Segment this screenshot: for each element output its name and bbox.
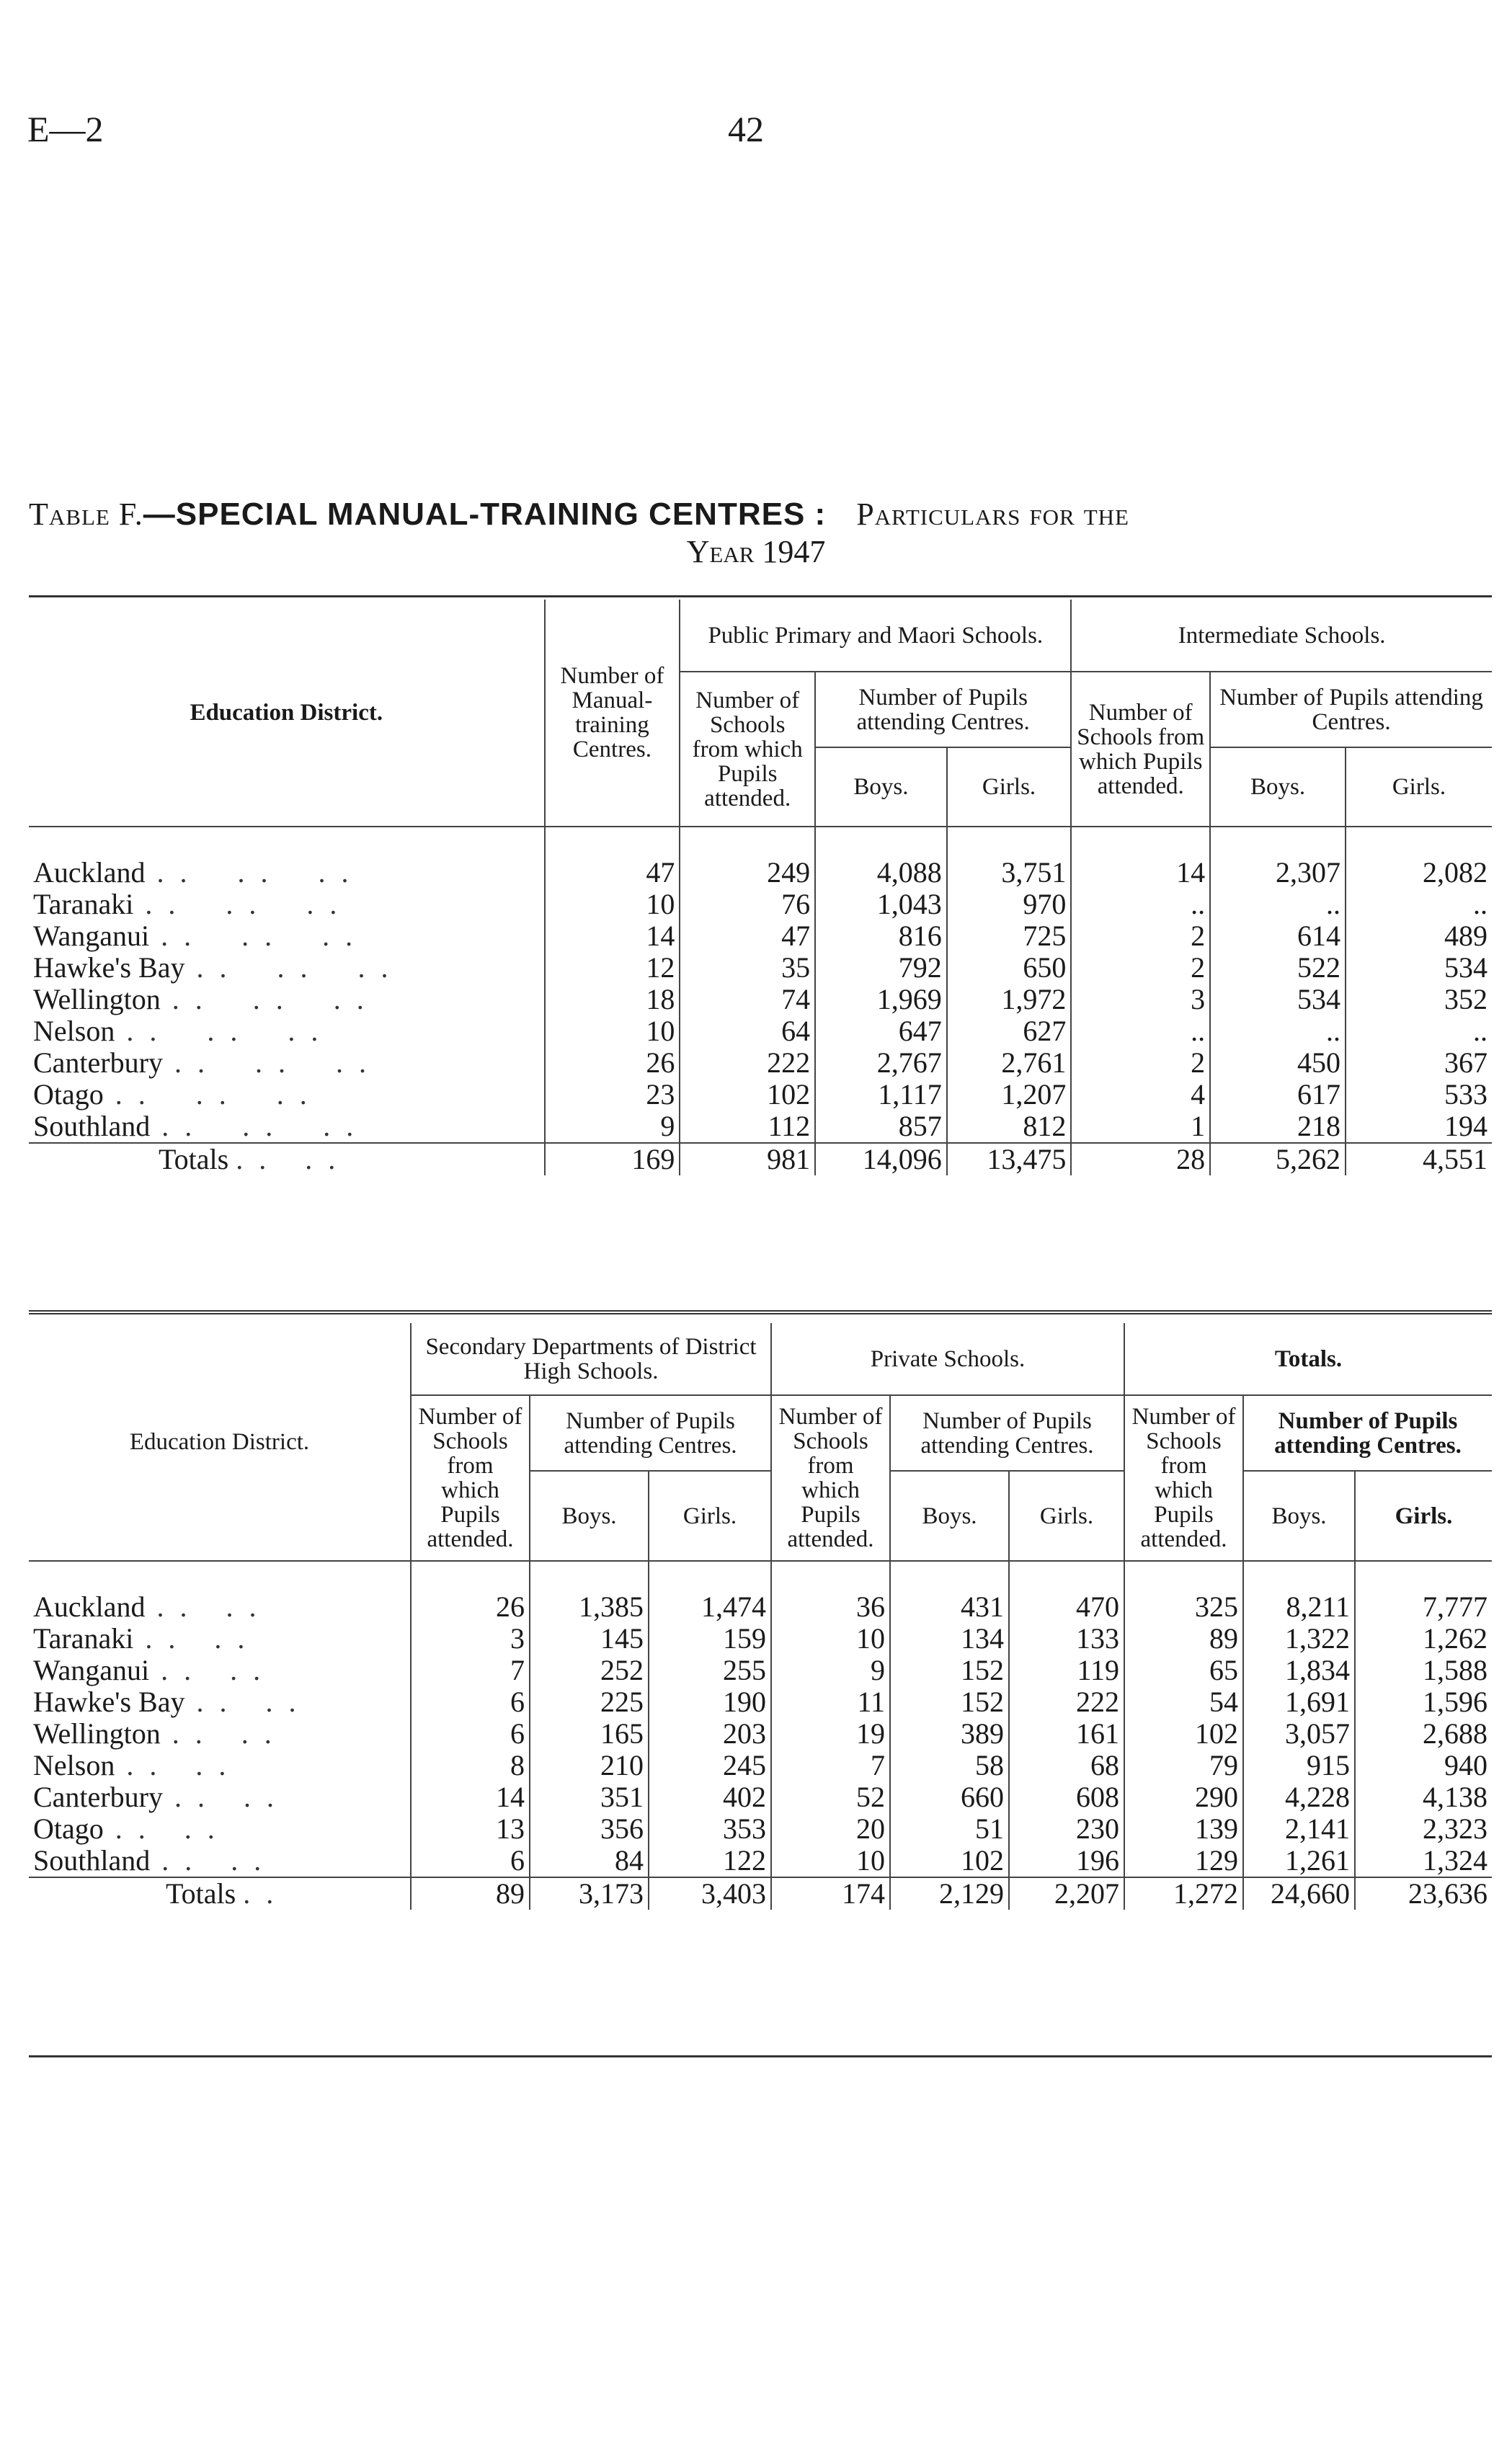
t1-h-inter-nschools: Number of Schools from which Pupils attended. xyxy=(1071,672,1210,827)
table-cell: 4,138 xyxy=(1423,1781,1488,1813)
table-cell: 47 xyxy=(680,920,815,952)
table-row xyxy=(29,952,1492,984)
table-cell: 13 xyxy=(411,1813,530,1845)
table-cell: .. xyxy=(1210,889,1346,920)
table-cell: 102 xyxy=(1124,1718,1243,1750)
table-row xyxy=(29,1813,1492,1845)
table-cell: 812 xyxy=(947,1111,1072,1143)
page-code: E—2 xyxy=(27,109,104,149)
table-cell: 159 xyxy=(649,1623,771,1655)
title-suffix: Particulars for the xyxy=(856,497,1129,532)
table-cell: 54 xyxy=(1124,1686,1243,1718)
district-name: Hawke's Bay . . . . . . xyxy=(29,952,545,984)
table-row xyxy=(29,1718,1492,1750)
table-cell: 210 xyxy=(530,1750,649,1781)
t1-total-cell: 14,096 xyxy=(815,1143,947,1175)
table-cell: 218 xyxy=(1210,1111,1346,1143)
t2-h-sec-nschools: Number of Schools from which Pupils attended. xyxy=(411,1395,530,1561)
title-year: Year 1947 xyxy=(686,534,826,569)
table-cell: .. xyxy=(1071,889,1210,920)
table-cell: 152 xyxy=(890,1686,1009,1718)
table-cell: 402 xyxy=(649,1781,771,1813)
table2-header xyxy=(29,1323,1492,1591)
district-name: Wanganui . . . . xyxy=(29,1655,411,1686)
table-cell: 84 xyxy=(530,1845,649,1877)
table-cell: 533 xyxy=(1444,1078,1487,1111)
table-cell: 4 xyxy=(1071,1079,1210,1111)
table-cell: 4,228 xyxy=(1243,1781,1355,1813)
district-name: Canterbury . . . . xyxy=(29,1781,411,1813)
table2-totals xyxy=(29,1877,1492,1910)
t2-h-sec-girls: Girls. xyxy=(649,1471,771,1561)
district-name: Wellington . . . . xyxy=(29,1718,411,1750)
t1-h-public: Public Primary and Maori Schools. xyxy=(680,600,1071,672)
t2-h-private: Private Schools. xyxy=(771,1323,1124,1395)
table-cell: 8,211 xyxy=(1243,1591,1355,1623)
t2-h-sec-npupils: Number of Pupils attending Centres. xyxy=(530,1395,771,1471)
t1-h-centres: Number of Manual-training Centres. xyxy=(545,600,680,827)
table-cell: 12 xyxy=(545,952,680,984)
table-cell: 2,307 xyxy=(1210,857,1346,889)
table-cell: 9 xyxy=(545,1111,680,1143)
table-cell: 1,262 xyxy=(1423,1622,1488,1655)
table-cell: 3 xyxy=(1071,984,1210,1015)
district-name: Taranaki . . . . . . xyxy=(29,889,545,920)
t1-h-public-npupils: Number of Pupils attending Centres. xyxy=(815,672,1071,747)
table-cell: 450 xyxy=(1210,1047,1346,1079)
page-number: 42 xyxy=(728,109,764,149)
table-cell: 145 xyxy=(530,1623,649,1655)
table-cell: 20 xyxy=(771,1813,890,1845)
table2 xyxy=(29,1323,1492,1910)
table-cell: 134 xyxy=(890,1623,1009,1655)
table-cell: 915 xyxy=(1243,1750,1355,1781)
table-cell: 26 xyxy=(411,1591,530,1623)
table-cell: 660 xyxy=(890,1781,1009,1813)
table-cell: 139 xyxy=(1124,1813,1243,1845)
table-cell: 74 xyxy=(680,984,815,1015)
table-cell: 650 xyxy=(947,952,1072,984)
table1-body xyxy=(29,857,1492,1143)
table-cell: 2,323 xyxy=(1423,1812,1488,1845)
table-cell: 2,082 xyxy=(1423,856,1487,889)
table-cell: 6 xyxy=(411,1686,530,1718)
t1-total-cell: 4,551 xyxy=(1423,1143,1487,1175)
table-cell: 129 xyxy=(1124,1845,1243,1877)
table-cell: 68 xyxy=(1009,1750,1124,1781)
table-cell: 165 xyxy=(530,1718,649,1750)
table-cell: 161 xyxy=(1009,1718,1124,1750)
table-cell: 353 xyxy=(649,1813,771,1845)
district-name: Canterbury . . . . . . xyxy=(29,1047,545,1079)
table1 xyxy=(29,600,1492,1175)
t2-h-secondary: Secondary Departments of District High Schools. xyxy=(411,1323,771,1395)
t2-h-district: Education District. xyxy=(29,1323,411,1561)
table-cell: 2 xyxy=(1071,920,1210,952)
table-cell: 2,688 xyxy=(1423,1717,1488,1750)
table-cell: 7,777 xyxy=(1423,1590,1488,1623)
table-cell: 52 xyxy=(771,1781,890,1813)
table-cell: 196 xyxy=(1009,1845,1124,1877)
table-cell: 1,207 xyxy=(947,1079,1072,1111)
t1-h-inter-npupils: Number of Pupils attending Centres. xyxy=(1210,672,1492,747)
t1-total-cell: 28 xyxy=(1071,1143,1210,1175)
table-cell: 7 xyxy=(771,1750,890,1781)
table-cell: 36 xyxy=(771,1591,890,1623)
t2-h-priv-boys: Boys. xyxy=(890,1471,1009,1561)
table-cell: 2,761 xyxy=(947,1047,1072,1079)
table-cell: 8 xyxy=(411,1750,530,1781)
table-cell: 725 xyxy=(947,920,1072,952)
table-cell: 255 xyxy=(649,1655,771,1686)
t2-total-cell: 3,173 xyxy=(530,1877,649,1910)
table-cell: .. xyxy=(1473,1015,1487,1047)
t2-total-cell: 89 xyxy=(411,1877,530,1910)
table-cell: 470 xyxy=(1009,1591,1124,1623)
table-cell: 249 xyxy=(680,857,815,889)
table-cell: 10 xyxy=(545,1015,680,1047)
table-cell: 190 xyxy=(649,1686,771,1718)
table-cell: .. xyxy=(1473,888,1487,920)
table-cell: 1,385 xyxy=(530,1591,649,1623)
table-cell: 7 xyxy=(411,1655,530,1686)
table-cell: 9 xyxy=(771,1655,890,1686)
table-cell: 325 xyxy=(1124,1591,1243,1623)
table-cell: 617 xyxy=(1210,1079,1346,1111)
district-name: Otago . . . . . . xyxy=(29,1079,545,1111)
table-cell: 65 xyxy=(1124,1655,1243,1686)
table-row xyxy=(29,1781,1492,1813)
table-cell: 23 xyxy=(545,1079,680,1111)
t1-total-cell: 169 xyxy=(545,1143,680,1175)
table-cell: 290 xyxy=(1124,1781,1243,1813)
table-cell: 102 xyxy=(890,1845,1009,1877)
table-cell: 647 xyxy=(815,1015,947,1047)
table1-header xyxy=(29,600,1492,857)
table-row xyxy=(29,1686,1492,1718)
table-cell: 857 xyxy=(815,1111,947,1143)
table-cell: 1,324 xyxy=(1423,1844,1488,1877)
table-cell: 3,751 xyxy=(947,857,1072,889)
table-cell: 792 xyxy=(815,952,947,984)
table-cell: 252 xyxy=(530,1655,649,1686)
table-cell: 225 xyxy=(530,1686,649,1718)
table-row xyxy=(29,920,1492,952)
table-cell: 79 xyxy=(1124,1750,1243,1781)
t1-totals-label: Totals . . . . xyxy=(29,1143,545,1175)
table-cell: 47 xyxy=(545,857,680,889)
table-cell: 627 xyxy=(947,1015,1072,1047)
table-cell: 389 xyxy=(890,1718,1009,1750)
table2-body xyxy=(29,1591,1492,1877)
table-cell: 112 xyxy=(680,1111,815,1143)
table-cell: 89 xyxy=(1124,1623,1243,1655)
t2-total-cell: 23,636 xyxy=(1408,1877,1488,1910)
table-cell: 534 xyxy=(1210,984,1346,1015)
table-cell: 1,322 xyxy=(1243,1623,1355,1655)
t2-h-priv-npupils: Number of Pupils attending Centres. xyxy=(890,1395,1124,1471)
district-name: Southland . . . . . . xyxy=(29,1111,545,1143)
table-cell: .. xyxy=(1210,1015,1346,1047)
t1-h-inter-girls: Girls. xyxy=(1346,747,1492,827)
table-cell: 367 xyxy=(1444,1046,1487,1079)
table-row xyxy=(29,857,1492,889)
t1-h-public-boys: Boys. xyxy=(815,747,947,827)
table-row xyxy=(29,1015,1492,1047)
t2-h-totals: Totals. xyxy=(1124,1323,1492,1395)
table-cell: 76 xyxy=(680,889,815,920)
t2-h-priv-girls: Girls. xyxy=(1009,1471,1124,1561)
table-cell: 194 xyxy=(1444,1110,1487,1142)
table-cell: 1,043 xyxy=(815,889,947,920)
table-cell: 1,596 xyxy=(1423,1686,1488,1718)
district-name: Otago . . . . xyxy=(29,1813,411,1845)
t1-total-cell: 5,262 xyxy=(1210,1143,1346,1175)
t2-h-tot-npupils: Number of Pupils attending Centres. xyxy=(1243,1395,1492,1471)
table-cell: 102 xyxy=(680,1079,815,1111)
table-cell: 1,834 xyxy=(1243,1655,1355,1686)
table-cell: 2 xyxy=(1071,952,1210,984)
table-row xyxy=(29,1750,1492,1781)
table-cell: 1,261 xyxy=(1243,1845,1355,1877)
t2-total-cell: 1,272 xyxy=(1124,1877,1243,1910)
table-cell: 14 xyxy=(545,920,680,952)
t1-h-inter-boys: Boys. xyxy=(1210,747,1346,827)
table2-bottom-rule xyxy=(29,2055,1492,2057)
t1-h-district: Education District. xyxy=(29,600,545,827)
title-dash: — xyxy=(143,497,176,532)
table-row xyxy=(29,1079,1492,1111)
table1-totals xyxy=(29,1143,1492,1175)
table-cell: 1,588 xyxy=(1423,1654,1488,1686)
table-cell: 1,117 xyxy=(815,1079,947,1111)
table-cell: 6 xyxy=(411,1718,530,1750)
t1-h-inter: Intermediate Schools. xyxy=(1071,600,1492,672)
district-name: Hawke's Bay . . . . xyxy=(29,1686,411,1718)
table-cell: 11 xyxy=(771,1686,890,1718)
district-name: Taranaki . . . . xyxy=(29,1623,411,1655)
table-cell: 10 xyxy=(545,889,680,920)
title-prefix: Table F. xyxy=(29,497,143,532)
table-cell: 2 xyxy=(1071,1047,1210,1079)
table-cell: 152 xyxy=(890,1655,1009,1686)
t2-total-cell: 24,660 xyxy=(1243,1877,1355,1910)
table-cell: 970 xyxy=(947,889,1072,920)
district-name: Nelson . . . . . . xyxy=(29,1015,545,1047)
table-cell: 203 xyxy=(649,1718,771,1750)
table-row xyxy=(29,1111,1492,1143)
district-name: Southland . . . . xyxy=(29,1845,411,1877)
table-cell: 222 xyxy=(1009,1686,1124,1718)
t1-total-cell: 981 xyxy=(680,1143,815,1175)
table-cell: 58 xyxy=(890,1750,1009,1781)
table-cell: 119 xyxy=(1009,1655,1124,1686)
t2-total-cell: 174 xyxy=(771,1877,890,1910)
table-cell: 19 xyxy=(771,1718,890,1750)
table-cell: 26 xyxy=(545,1047,680,1079)
table-cell: 35 xyxy=(680,952,815,984)
table-cell: 10 xyxy=(771,1845,890,1877)
t2-total-cell: 3,403 xyxy=(649,1877,771,1910)
table-cell: 2,141 xyxy=(1243,1813,1355,1845)
table-cell: 352 xyxy=(1444,983,1487,1015)
table-cell: 489 xyxy=(1444,920,1487,952)
t1-h-public-nschools: Number of Schools from which Pupils attended. xyxy=(680,672,815,827)
table-cell: 2,767 xyxy=(815,1047,947,1079)
table-cell: 816 xyxy=(815,920,947,952)
table-cell: 1,474 xyxy=(649,1591,771,1623)
table-cell: 608 xyxy=(1009,1781,1124,1813)
t2-h-sec-boys: Boys. xyxy=(530,1471,649,1561)
table-cell: 356 xyxy=(530,1813,649,1845)
t2-h-priv-nschools: Number of Schools from which Pupils attended. xyxy=(771,1395,890,1561)
table-cell: 4,088 xyxy=(815,857,947,889)
table-row xyxy=(29,1655,1492,1686)
t2-h-tot-nschools: Number of Schools from which Pupils attended. xyxy=(1124,1395,1243,1561)
title-main: SPECIAL MANUAL-TRAINING CENTRES : xyxy=(175,497,827,532)
t1-total-cell: 13,475 xyxy=(947,1143,1072,1175)
table-row xyxy=(29,889,1492,920)
table-cell: 3 xyxy=(411,1623,530,1655)
table-cell: 64 xyxy=(680,1015,815,1047)
table-cell: 351 xyxy=(530,1781,649,1813)
table-cell: 431 xyxy=(890,1591,1009,1623)
t2-h-tot-girls: Girls. xyxy=(1355,1471,1492,1561)
table-cell: 534 xyxy=(1444,951,1487,984)
table-row xyxy=(29,1845,1492,1877)
table-cell: 14 xyxy=(411,1781,530,1813)
table1-top-rule xyxy=(29,595,1492,597)
t2-total-cell: 2,207 xyxy=(1009,1877,1124,1910)
t2-total-cell: 2,129 xyxy=(890,1877,1009,1910)
table-cell: 3,057 xyxy=(1243,1718,1355,1750)
table-cell: 10 xyxy=(771,1623,890,1655)
district-name: Auckland . . . . . . xyxy=(29,857,545,889)
table-cell: 14 xyxy=(1071,857,1210,889)
table-cell: 940 xyxy=(1444,1749,1488,1781)
table-title xyxy=(29,496,1492,533)
table-cell: 614 xyxy=(1210,920,1346,952)
table-row xyxy=(29,1047,1492,1079)
table-cell: 122 xyxy=(649,1845,771,1877)
table-cell: 6 xyxy=(411,1845,530,1877)
table-cell: 245 xyxy=(649,1750,771,1781)
district-name: Wanganui . . . . . . xyxy=(29,920,545,952)
table-cell: 18 xyxy=(545,984,680,1015)
table-row xyxy=(29,1623,1492,1655)
district-name: Nelson . . . . xyxy=(29,1750,411,1781)
t2-h-tot-boys: Boys. xyxy=(1243,1471,1355,1561)
table-cell: 222 xyxy=(680,1047,815,1079)
table-cell: 1,972 xyxy=(947,984,1072,1015)
table-cell: 133 xyxy=(1009,1623,1124,1655)
district-name: Auckland . . . . xyxy=(29,1591,411,1623)
table-cell: 522 xyxy=(1210,952,1346,984)
table-row xyxy=(29,1591,1492,1623)
t1-h-public-girls: Girls. xyxy=(947,747,1072,827)
table-cell: .. xyxy=(1071,1015,1210,1047)
table-cell: 51 xyxy=(890,1813,1009,1845)
table-cell: 1 xyxy=(1071,1111,1210,1143)
table-cell: 1,691 xyxy=(1243,1686,1355,1718)
district-name: Wellington . . . . . . xyxy=(29,984,545,1015)
table-cell: 1,969 xyxy=(815,984,947,1015)
table-cell: 230 xyxy=(1009,1813,1124,1845)
t2-totals-label: Totals . . xyxy=(29,1877,411,1910)
table-row xyxy=(29,984,1492,1015)
table-separator-rule xyxy=(29,1310,1492,1314)
